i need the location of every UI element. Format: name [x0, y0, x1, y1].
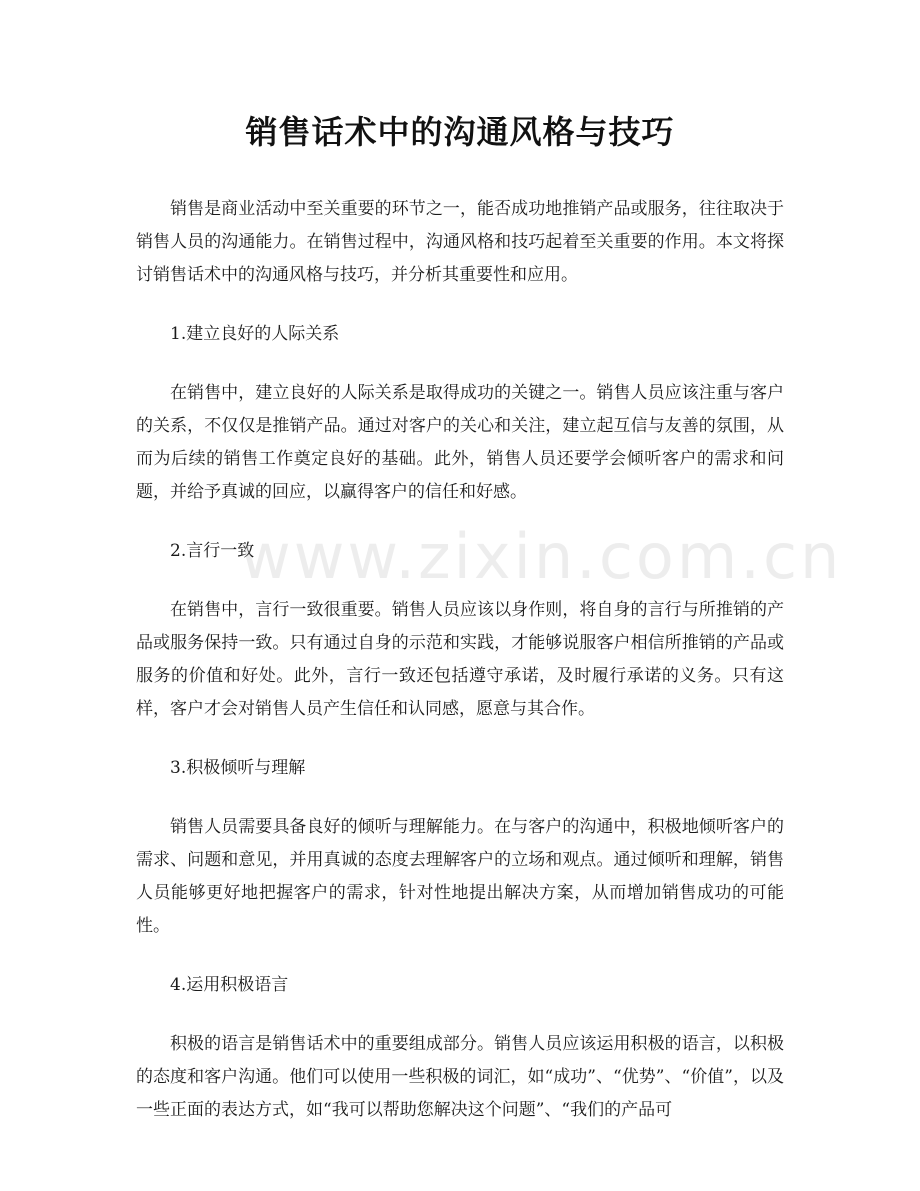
section-paragraph-4: 积极的语言是销售话术中的重要组成部分。销售人员应该运用积极的语言，以积极的态度和客户沟通。他们可以使用一些积极的词汇，如“成功”、“优势”、“价值”，以及一些正面的表达方式，如“我可以帮助您解决这个问题”、“我们的产品可 — [136, 1034, 784, 1120]
section-heading-4: 4.运用积极语言 — [170, 975, 289, 995]
section-heading-1: 1.建立良好的人际关系 — [170, 324, 340, 344]
section-paragraph-1: 在销售中，建立良好的人际关系是取得成功的关键之一。销售人员应该注重与客户的关系，不仅仅是推销产品。通过对客户的关心和关注，建立起互信与友善的氛围，从而为后续的销售工作奠定良好的基础。此外，销售人员还要学会倾听客户的需求和问题，并给予真诚的回应，以赢得客户的信任和好感。 — [136, 383, 784, 502]
watermark-text: www.zixin.com.cn — [240, 520, 843, 593]
section-paragraph-3: 销售人员需要具备良好的倾听与理解能力。在与客户的沟通中，积极地倾听客户的需求、问题和意见，并用真诚的态度去理解客户的立场和观点。通过倾听和理解，销售人员能够更好地把握客户的需求，针对性地提出解决方案，从而增加销售成功的可能性。 — [136, 817, 784, 936]
section-heading-2: 2.言行一致 — [170, 541, 255, 561]
section-heading-3: 3.积极倾听与理解 — [170, 758, 306, 778]
intro-paragraph: 销售是商业活动中至关重要的环节之一，能否成功地推销产品或服务，往往取决于销售人员的沟通能力。在销售过程中，沟通风格和技巧起着至关重要的作用。本文将探讨销售话术中的沟通风格与技巧，并分析其重要性和应用。 — [136, 199, 784, 285]
page-title: 销售话术中的沟通风格与技巧 — [245, 113, 675, 151]
section-paragraph-2: 在销售中，言行一致很重要。销售人员应该以身作则，将自身的言行与所推销的产品或服务保持一致。只有通过自身的示范和实践，才能够说服客户相信所推销的产品或服务的价值和好处。此外，言行一致还包括遵守承诺，及时履行承诺的义务。只有这样，客户才会对销售人员产生信任和认同感，愿意与其合作。 — [136, 600, 784, 719]
article-body — [136, 193, 843, 1127]
